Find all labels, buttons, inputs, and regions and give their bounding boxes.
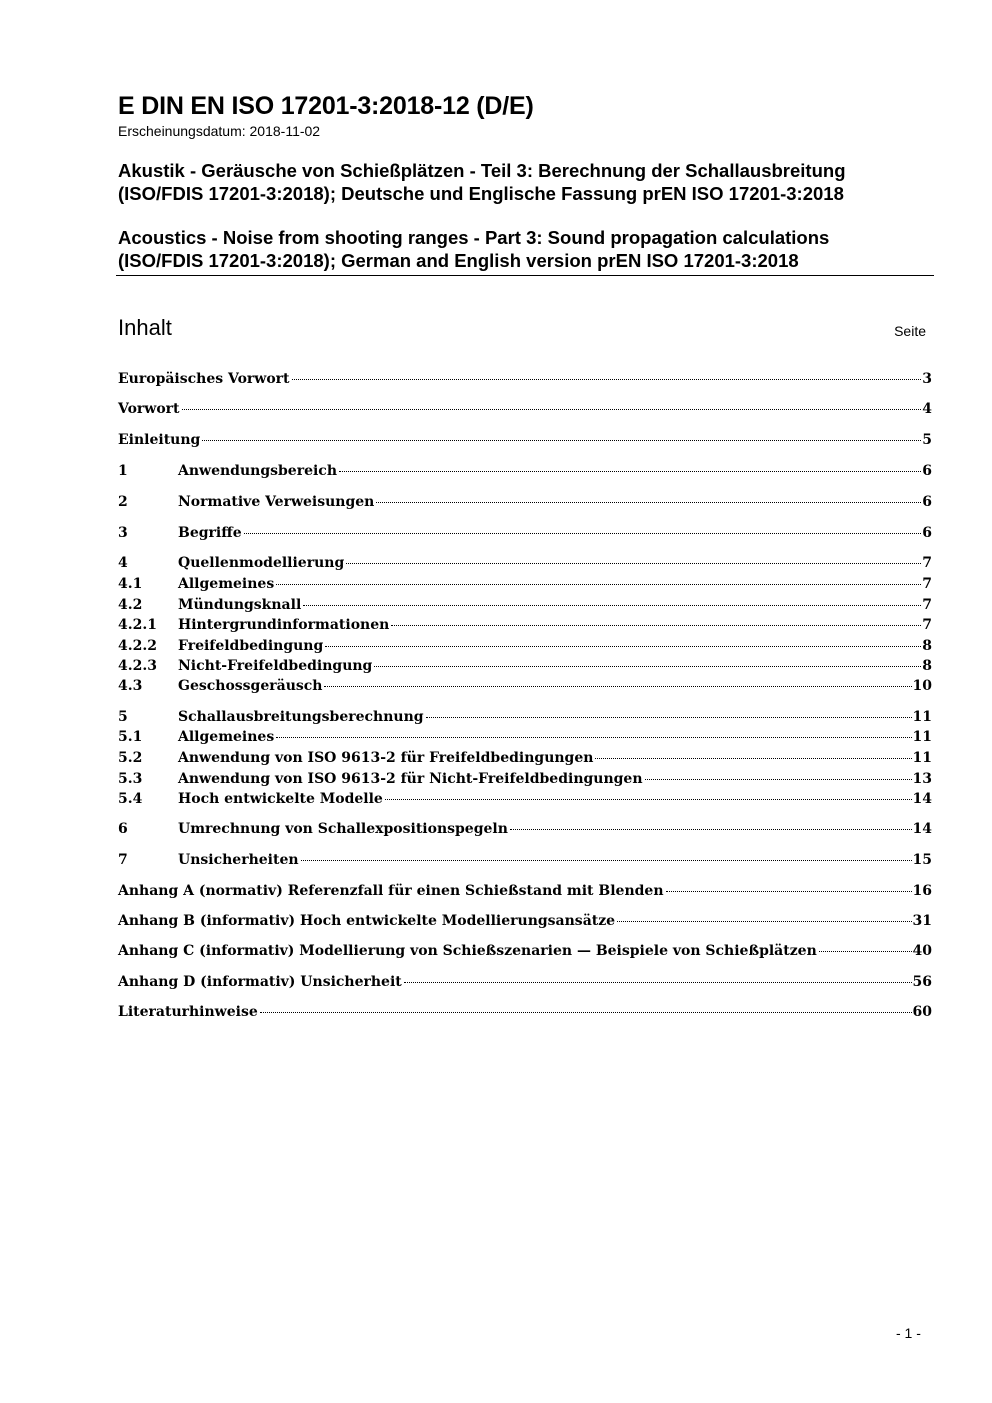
toc-entry[interactable] [118, 913, 932, 933]
toc-entry-number: 4.3 [118, 678, 143, 694]
toc-dot-leader [325, 646, 921, 647]
toc-entry-page: 13 [912, 771, 932, 787]
toc-entry-page: 7 [922, 597, 932, 613]
toc-dot-leader [260, 1012, 912, 1013]
toc-dot-leader [276, 584, 921, 585]
toc-entry[interactable] [118, 525, 932, 545]
toc-entry-number: 5.2 [118, 750, 143, 766]
toc-dot-leader [819, 951, 912, 952]
toc-entry-label: Unsicherheiten [178, 852, 299, 868]
toc-entry-label: Allgemeines [178, 576, 275, 592]
toc-entry-label: Umrechnung von Schallexpositionspegeln [178, 821, 508, 837]
toc-entry-page: 5 [922, 432, 932, 448]
toc-entry[interactable] [118, 463, 932, 483]
toc-entry-page: 15 [912, 852, 932, 868]
toc-entry[interactable] [118, 597, 932, 617]
toc-entry-label: Anhang A (normativ) Referenzfall für einen Schießstand mit Blenden [118, 883, 664, 899]
toc-entry[interactable] [118, 974, 932, 994]
toc-entry-number: 6 [118, 821, 128, 837]
toc-entry-page: 60 [912, 1004, 932, 1020]
toc-entry-label: Einleitung [118, 432, 201, 448]
toc-entry-label: Anwendung von ISO 9613-2 für Nicht-Freifeldbedingungen [178, 771, 643, 787]
toc-entry[interactable] [118, 678, 932, 698]
toc-entry-page: 14 [912, 821, 932, 837]
toc-dot-leader [301, 860, 912, 861]
toc-entry-page: 40 [912, 943, 932, 959]
toc-entry-page: 7 [922, 617, 932, 633]
toc-entry[interactable] [118, 729, 932, 749]
toc-dot-leader [617, 921, 911, 922]
toc-entry[interactable] [118, 750, 932, 770]
toc-entry-label: Schallausbreitungsberechnung [178, 709, 424, 725]
toc-dot-leader [426, 717, 912, 718]
toc-entry-page: 16 [912, 883, 932, 899]
toc-entry-number: 5.1 [118, 729, 143, 745]
document-id: E DIN EN ISO 17201-3:2018-12 (D/E) [118, 92, 534, 120]
toc-page-column-label: Seite [894, 323, 926, 339]
toc-entry-number: 4.1 [118, 576, 143, 592]
toc-entry-label: Quellenmodellierung [178, 555, 345, 571]
toc-entry-page: 4 [922, 401, 932, 417]
toc-entry[interactable] [118, 658, 932, 678]
toc-dot-leader [276, 737, 911, 738]
toc-entry[interactable] [118, 555, 932, 575]
toc-entry-label: Hoch entwickelte Modelle [178, 791, 383, 807]
toc-dot-leader [324, 686, 911, 687]
toc-entry-number: 4.2.2 [118, 638, 157, 654]
toc-entry-label: Geschossgeräusch [178, 678, 323, 694]
toc-entry-page: 6 [922, 494, 932, 510]
toc-title: Inhalt [118, 315, 172, 340]
toc-entry-label: Europäisches Vorwort [118, 371, 290, 387]
toc-entry[interactable] [118, 371, 932, 391]
toc-entry-page: 14 [912, 791, 932, 807]
toc-entry[interactable] [118, 883, 932, 903]
toc-entry-number: 5.4 [118, 791, 143, 807]
title-english-line-2: (ISO/FDIS 17201-3:2018); German and English version prEN ISO 17201-3:2018 [118, 250, 799, 271]
toc-entry[interactable] [118, 576, 932, 596]
toc-dot-leader [404, 982, 912, 983]
toc-entry-page: 56 [912, 974, 932, 990]
toc-entry-label: Anhang C (informativ) Modellierung von Schießszenarien — Beispiele von Schießplätzen [118, 943, 817, 959]
toc-entry-label: Anhang D (informativ) Unsicherheit [118, 974, 402, 990]
toc-entry-label: Anwendungsbereich [178, 463, 337, 479]
title-german [118, 159, 934, 205]
title-english-line-1: Acoustics - Noise from shooting ranges - Part 3: Sound propagation calculations [118, 227, 830, 248]
toc-dot-leader [385, 799, 912, 800]
toc-entry-page: 31 [912, 913, 932, 929]
toc-entry[interactable] [118, 943, 932, 963]
toc-entry-number: 3 [118, 525, 128, 541]
toc-entry[interactable] [118, 852, 932, 872]
toc-entry-number: 5 [118, 709, 128, 725]
toc-entry-page: 10 [912, 678, 932, 694]
page-number: - 1 - [896, 1325, 921, 1341]
toc-entry-number: 7 [118, 852, 128, 868]
toc-dot-leader [666, 891, 912, 892]
toc-dot-leader [182, 409, 922, 410]
toc-entry-page: 8 [922, 638, 932, 654]
toc-entry-label: Literaturhinweise [118, 1004, 258, 1020]
toc-entry-page: 11 [912, 750, 932, 766]
toc-dot-leader [202, 440, 921, 441]
toc-entry-page: 7 [922, 576, 932, 592]
toc-entry-number: 4.2 [118, 597, 143, 613]
toc-entry-label: Anwendung von ISO 9613-2 für Freifeldbedingungen [178, 750, 594, 766]
toc-dot-leader [595, 758, 911, 759]
title-german-line-1: Akustik - Geräusche von Schießplätzen - Teil 3: Berechnung der Schallausbreitung [118, 160, 846, 181]
document-header [118, 92, 934, 272]
toc-entry-number: 2 [118, 494, 128, 510]
toc-entry[interactable] [118, 1004, 932, 1024]
toc-dot-leader [391, 625, 921, 626]
title-german-line-2: (ISO/FDIS 17201-3:2018); Deutsche und Englische Fassung prEN ISO 17201-3:2018 [118, 183, 844, 204]
toc-dot-leader [244, 533, 922, 534]
toc-entry-page: 8 [922, 658, 932, 674]
toc-entry-number: 4.2.1 [118, 617, 157, 633]
toc-entry[interactable] [118, 494, 932, 514]
toc-entry-label: Anhang B (informativ) Hoch entwickelte Modellierungsansätze [118, 913, 616, 929]
toc-entry-page: 11 [912, 709, 932, 725]
toc-entry-number: 5.3 [118, 771, 143, 787]
toc-dot-leader [339, 471, 921, 472]
toc-entry-label: Allgemeines [178, 729, 275, 745]
toc-entry[interactable] [118, 821, 932, 841]
toc-entry-label: Begriffe [178, 525, 242, 541]
toc-entry[interactable] [118, 791, 932, 811]
toc-entry-label: Mündungsknall [178, 597, 302, 613]
toc-entry-page: 11 [912, 729, 932, 745]
toc-entry-label: Nicht-Freifeldbedingung [178, 658, 373, 674]
toc-entry-page: 6 [922, 463, 932, 479]
toc-entry-page: 6 [922, 525, 932, 541]
toc-dot-leader [510, 829, 912, 830]
toc-entry-number: 4 [118, 555, 128, 571]
toc-entry-label: Normative Verweisungen [178, 494, 375, 510]
toc-entry[interactable] [118, 638, 932, 658]
title-english [118, 226, 934, 272]
toc-dot-leader [303, 605, 921, 606]
toc-entry-page: 7 [922, 555, 932, 571]
toc-entry-label: Freifeldbedingung [178, 638, 324, 654]
header-divider [116, 275, 934, 276]
toc-entry-number: 4.2.3 [118, 658, 157, 674]
toc-entry-page: 3 [922, 371, 932, 387]
toc-entry[interactable] [118, 709, 932, 729]
toc-entry[interactable] [118, 617, 932, 637]
toc-dot-leader [645, 779, 912, 780]
toc-dot-leader [376, 502, 921, 503]
toc-dot-leader [292, 379, 922, 380]
toc-entry[interactable] [118, 432, 932, 452]
toc-entry[interactable] [118, 401, 932, 421]
toc-entry-label: Vorwort [118, 401, 180, 417]
toc-entry-number: 1 [118, 463, 128, 479]
toc-heading-row [118, 314, 926, 345]
toc-dot-leader [374, 666, 921, 667]
publication-date: Erscheinungsdatum: 2018-11-02 [118, 123, 321, 139]
toc-entry[interactable] [118, 771, 932, 791]
toc-entry-label: Hintergrundinformationen [178, 617, 390, 633]
toc-dot-leader [346, 563, 921, 564]
